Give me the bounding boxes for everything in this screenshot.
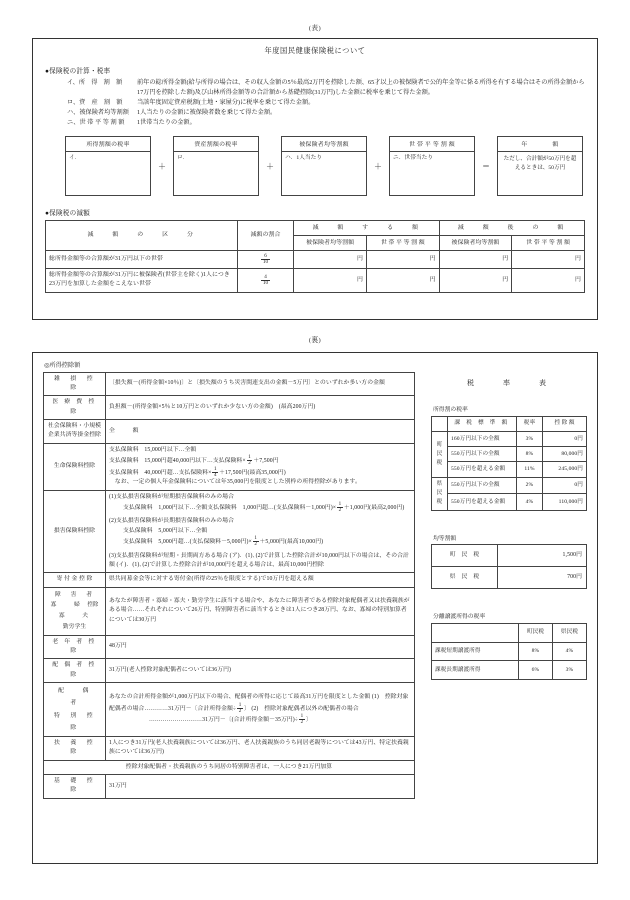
- equal-rate-block: [431, 533, 587, 589]
- calc-row-text: 当該年度固定資産税額(土地・家屋分)に税率を乗じて得た金額。: [137, 99, 315, 107]
- row-value: 48万円: [106, 635, 415, 659]
- formula-box-asset-rate: [173, 136, 259, 196]
- line: 支払保険料 15,000円以下…全額: [109, 446, 197, 453]
- table-row: [44, 372, 415, 396]
- ratio-cell: [237, 251, 294, 268]
- row-note: 控除対象配偶者・扶養親族のうち同居の特別障害者は、一人につき21万円加算: [44, 760, 415, 774]
- taxable-base: 550万円以下の全額: [448, 447, 517, 462]
- col-prefectural-tax: 県民税: [553, 623, 587, 642]
- amount-cell: 円: [439, 268, 512, 292]
- fraction-denominator: 10: [262, 279, 269, 286]
- calc-row: [45, 108, 585, 118]
- line: なお、一定の個人年金保険料については年35,000円を限度とした別枠の所得控除があります。: [109, 479, 361, 486]
- amount-cell: 円: [512, 251, 585, 268]
- col-blank: [432, 623, 519, 642]
- table-row: [44, 659, 415, 683]
- taxable-base: 160万円以下の全額: [448, 431, 517, 446]
- rate-value: 11%: [517, 462, 543, 477]
- calc-heading: ●保険税の計算・税率: [45, 68, 111, 75]
- formula-box-body: イ.: [69, 155, 77, 162]
- line: ………………………31万円－〔(合計所得金額－35万円)÷ $\frac{1}{2}$ 〕: [149, 713, 312, 726]
- calc-row-text: 前年の総所得金額(給与所得の場合は、その収入金額の5％最高2万円を控除した額、65才以上の被保険者で公的年金等に係る所得を有する場合はその所得金額から17万円を控除した額)及び山林所得金額等の合計額から基礎控除(31万円)した金額に税率を乗じて得た金額。: [137, 79, 585, 97]
- table-row: [44, 490, 415, 573]
- taxable-base: 550万円以下の全額: [448, 477, 517, 494]
- group-town-tax: 町 民 税: [432, 431, 448, 477]
- row-label: 配 偶 者 控 除: [44, 659, 106, 683]
- income-rate-block: [431, 404, 587, 511]
- rate-value: 2%: [517, 477, 543, 494]
- row-label: 寄 付 金 控 除: [44, 573, 106, 587]
- formula-box-per-person: [281, 136, 367, 196]
- separate-rate-heading: 分離譲渡所得の税率: [433, 614, 486, 621]
- line: 支払保険料 5,000円超…(支払保険料－5,000円)× $\frac{1}{2}$ ＋5,000円(最高10,000円): [123, 535, 324, 548]
- formula-box-per-household: [389, 136, 475, 196]
- table-row: [432, 567, 587, 589]
- separate-rate-table: [431, 623, 587, 680]
- row-value: [106, 443, 415, 490]
- row-label: 扶 養 控 除: [44, 736, 106, 760]
- line: (3)支払損害保険料が短期・長期両方ある場合: [109, 552, 229, 559]
- table-row: [432, 642, 587, 661]
- table-row: [432, 477, 587, 494]
- income-type: 課税長期譲渡所得: [432, 661, 519, 680]
- col-ratio: 減額の割合: [237, 221, 294, 251]
- line: 支払保険料 1,000円以下…全額支払保険料 1,000円超…(支払保険料－1,000円)× $\frac{1}{2}$ ＋1,000円(最高2,000円): [123, 500, 405, 514]
- deduction-heading: ◎所得控除額: [44, 362, 81, 369]
- formula-box-head: 年 額: [498, 137, 582, 151]
- deduction-value: 0円: [543, 431, 587, 446]
- deduction-value: 0円: [543, 477, 587, 494]
- formula-box-head: 被保険者均等割額: [282, 137, 366, 151]
- rate-panel-title: 税 率 表: [467, 379, 551, 387]
- back-section: [32, 352, 598, 864]
- row-value: 負担額－(所得金額×5％と10万円とのいずれか少ない方の金額) (最高200万円): [106, 396, 415, 420]
- table-row: [44, 635, 415, 659]
- deduction-value: 80,000円: [543, 447, 587, 462]
- fraction-numerator: 6: [261, 254, 269, 260]
- row-label: 損害保険料控除: [44, 490, 106, 573]
- table-row: [46, 251, 585, 268]
- row-label: 生命保険料控除: [44, 443, 106, 490]
- col-group: [432, 416, 448, 431]
- formula-box-body: ハ．1人当たり: [285, 155, 322, 162]
- line: (1) 控除対象配偶者の場合…………31万円－〔合計所得金額÷ $\frac{1}{2}$ 〕: [109, 694, 409, 714]
- col-town-tax: 町民税: [519, 623, 553, 642]
- table-row: [44, 587, 415, 635]
- row-label: 老 年 者 控 除: [44, 635, 106, 659]
- amount-cell: 円: [439, 251, 512, 268]
- plus-operator-1: ＋: [158, 161, 166, 171]
- calc-row: [45, 118, 585, 128]
- income-rate-table: [431, 416, 587, 511]
- town-rate: 8%: [519, 642, 553, 661]
- row-value: 〔損失額－(所得金額×10％)〕と〔損失額のうち災害関連支出の金額－5万円〕とのいずれか多い方の金額: [106, 372, 415, 396]
- separate-rate-block: [431, 611, 587, 679]
- table-row: [432, 447, 587, 462]
- division-cell: 総所得金額等の合算額が31万円に被保険者(世帯主を除く)1人につき23万円を加算した金額をこえない世帯: [46, 268, 238, 292]
- table-header-row: [46, 221, 585, 236]
- table-header-row: [432, 416, 587, 431]
- premium-formula: [45, 136, 585, 196]
- formula-box-head: 資産割額の税率: [174, 137, 258, 151]
- row-value: あなたが障害者・寡婦・寡夫・勤労学生に該当する場合や、あなたに障害者である控除対象配偶者又は扶養親族がある場合……それぞれについて26万円、特別障害者に該当するときは1人につき28万円、なお、寡婦の特別加算者については30万円: [106, 587, 415, 635]
- tax-name: 町 民 税: [432, 545, 498, 567]
- table-header-row: [432, 623, 587, 642]
- line: 支払保険料 40,000円超…支払保険料× $\frac{1}{4}$ ＋17,500円(最高35,000円): [109, 465, 286, 478]
- row-value: 1人につき31万円(老人扶養親族については36万円、老人扶養親族のうち同居老親等については43万円、特定扶養親族については36万円): [106, 736, 415, 760]
- formula-box-head: 世 帯 平 等 割 額: [390, 137, 474, 151]
- row-value: 31万円(老人控除対象配偶者については36万円): [106, 659, 415, 683]
- equals-operator: ＝: [482, 161, 490, 171]
- subcol-per-household-b: 世 帯 平 等 割 額: [512, 236, 585, 251]
- reduction-heading: ●保険税の減額: [45, 210, 90, 218]
- formula-box-head: 所得割額の税率: [66, 137, 150, 151]
- table-row: [44, 736, 415, 760]
- front-section: [32, 38, 598, 320]
- amount-cell: 円: [512, 268, 585, 292]
- subcol-per-household-a: 世 帯 平 等 割 額: [366, 236, 439, 251]
- income-rate-heading: 所得割の税率: [433, 407, 468, 413]
- table-row: [432, 494, 587, 511]
- amount-cell: 円: [366, 251, 439, 268]
- row-value: 全 額: [106, 420, 415, 444]
- group-prefectural-tax: 県 民 税: [432, 477, 448, 510]
- calc-row-list: [45, 78, 585, 128]
- amount-cell: 円: [294, 268, 367, 292]
- plus-operator-3: ＋: [374, 161, 382, 171]
- fraction-denominator: 10: [262, 259, 269, 266]
- rate-value: 4%: [517, 494, 543, 511]
- row-label: 社会保険料・小規模企業共済等掛金控除: [44, 420, 106, 444]
- reduction-block: [45, 207, 585, 293]
- town-rate: 6%: [519, 661, 553, 680]
- income-type: 課税短期譲渡所得: [432, 642, 519, 661]
- amount-cell: 円: [294, 251, 367, 268]
- line: 支払保険料 15,000円超40,000円以下…支払保険料× $\frac{1}{2}$ ＋7,500円: [109, 454, 279, 467]
- tax-amount: 700円: [498, 567, 587, 589]
- amount-cell: 円: [366, 268, 439, 292]
- deduction-table: [43, 372, 415, 799]
- front-sheet-tag: (表): [308, 25, 322, 32]
- line: (ア)．(1)､(2)で計算した控除合計が10,000円以下の場合は、その合計額: [109, 552, 409, 568]
- fraction: [261, 275, 269, 286]
- row-value: [106, 683, 415, 737]
- calc-row-label: ハ、被保険者均等割額: [67, 109, 129, 117]
- table-row: [44, 443, 415, 490]
- calc-row: [45, 98, 585, 108]
- fraction: [261, 254, 269, 265]
- tax-amount: 1,500円: [498, 545, 587, 567]
- tax-name: 県 民 税: [432, 567, 498, 589]
- equal-rate-heading: 均等割額: [433, 535, 457, 542]
- calc-row-label: イ、所 得 割 額: [67, 79, 123, 86]
- taxable-base: 550万円を超える金額: [448, 462, 517, 477]
- rate-value: 8%: [517, 447, 543, 462]
- row-value: [106, 490, 415, 573]
- col-division: 減 額 の 区 分: [46, 221, 238, 251]
- ratio-cell: [237, 268, 294, 292]
- deduction-value: 110,000円: [543, 494, 587, 511]
- formula-box-annual-amount: [497, 136, 583, 196]
- line: あなたの合計所得金額が1,000万円以下の場合、配偶者の所得に応じて最高31万円を限度とした金額: [109, 694, 371, 701]
- col-deduction: 控 除 額: [543, 416, 587, 431]
- pref-rate: 3%: [553, 661, 587, 680]
- plus-operator-2: ＋: [266, 161, 274, 171]
- row-label: 基 礎 控 除: [44, 775, 106, 799]
- col-amount-reduced: 減 額 す る 額: [294, 221, 439, 236]
- row-value: 県共同募金会等に対する寄付金(所得の25％を限度とする)で10万円を超える額: [106, 573, 415, 587]
- table-row: [44, 573, 415, 587]
- col-rate: 税率: [517, 416, 543, 431]
- table-row: [44, 760, 415, 774]
- calc-row-label: ロ、資 産 割 額: [67, 99, 123, 107]
- formula-box-body: ロ.: [177, 155, 185, 162]
- rate-panel: [415, 360, 587, 863]
- row-label: 配 偶 者 特 別 控 除: [44, 683, 106, 737]
- table-row: [44, 775, 415, 799]
- calc-row: [45, 78, 585, 98]
- pref-rate: 4%: [553, 642, 587, 661]
- deduction-value: 245,000円: [543, 462, 587, 477]
- table-row: [432, 431, 587, 446]
- front-title: 年度国民健康保険税について: [264, 47, 366, 55]
- row-value: 31万円: [106, 775, 415, 799]
- table-row: [44, 420, 415, 444]
- formula-box-income-rate: [65, 136, 151, 196]
- row-label: 医 療 費 控 除: [44, 396, 106, 420]
- table-row: [432, 545, 587, 567]
- subcol-per-person-a: 被保険者均等割額: [294, 236, 367, 251]
- fraction-numerator: 4: [261, 275, 269, 281]
- reduction-table: [45, 220, 585, 293]
- table-row: [432, 462, 587, 477]
- equal-rate-table: [431, 544, 587, 589]
- calc-row-label: ニ、世 帯 平 等 割 額: [67, 119, 125, 127]
- line: (2) 控除対象配偶者以外の配偶者の場合: [251, 705, 359, 712]
- row-label: 障 害 者 寡 婦 控除 寡 夫 勤労学生: [44, 587, 106, 635]
- table-row: [46, 268, 585, 292]
- table-row: [432, 661, 587, 680]
- line: (2)支払損害保険料が長期損害保険料のみの場合: [109, 518, 234, 525]
- subcol-per-person-b: 被保険者均等割額: [439, 236, 512, 251]
- formula-box-body: ニ．世帯当たり: [393, 155, 433, 162]
- division-cell: 総所得金額等の合算額が31万円以下の世帯: [46, 251, 238, 268]
- line: (イ)．(1)､(2)で計算した控除合計が10,000円を超える場合は、最高10,000円控除: [116, 561, 325, 568]
- calc-row-text: 1人当たりの金額に被保険者数を乗じて得た金額。: [137, 109, 277, 117]
- col-amount-after: 減 額 後 の 額: [439, 221, 584, 236]
- col-taxable-base: 課 税 標 準 額: [448, 416, 517, 431]
- back-sheet-tag: (裏): [308, 337, 322, 344]
- taxable-base: 550万円を超える金額: [448, 494, 517, 511]
- rate-value: 3%: [517, 431, 543, 446]
- row-label: 雑 損 控 除: [44, 372, 106, 396]
- deduction-column: [43, 360, 415, 863]
- calc-row-text: 1世帯当たりの金額。: [137, 119, 196, 127]
- formula-box-body: ただし、合計額が50万円を超えるときは、50万円: [503, 155, 577, 171]
- line: 支払保険料 5,000円以下…全額: [123, 527, 208, 534]
- table-row: [44, 683, 415, 737]
- line: (1)支払損害保険料が短期損害保険料のみの場合: [109, 493, 234, 500]
- table-row: [44, 396, 415, 420]
